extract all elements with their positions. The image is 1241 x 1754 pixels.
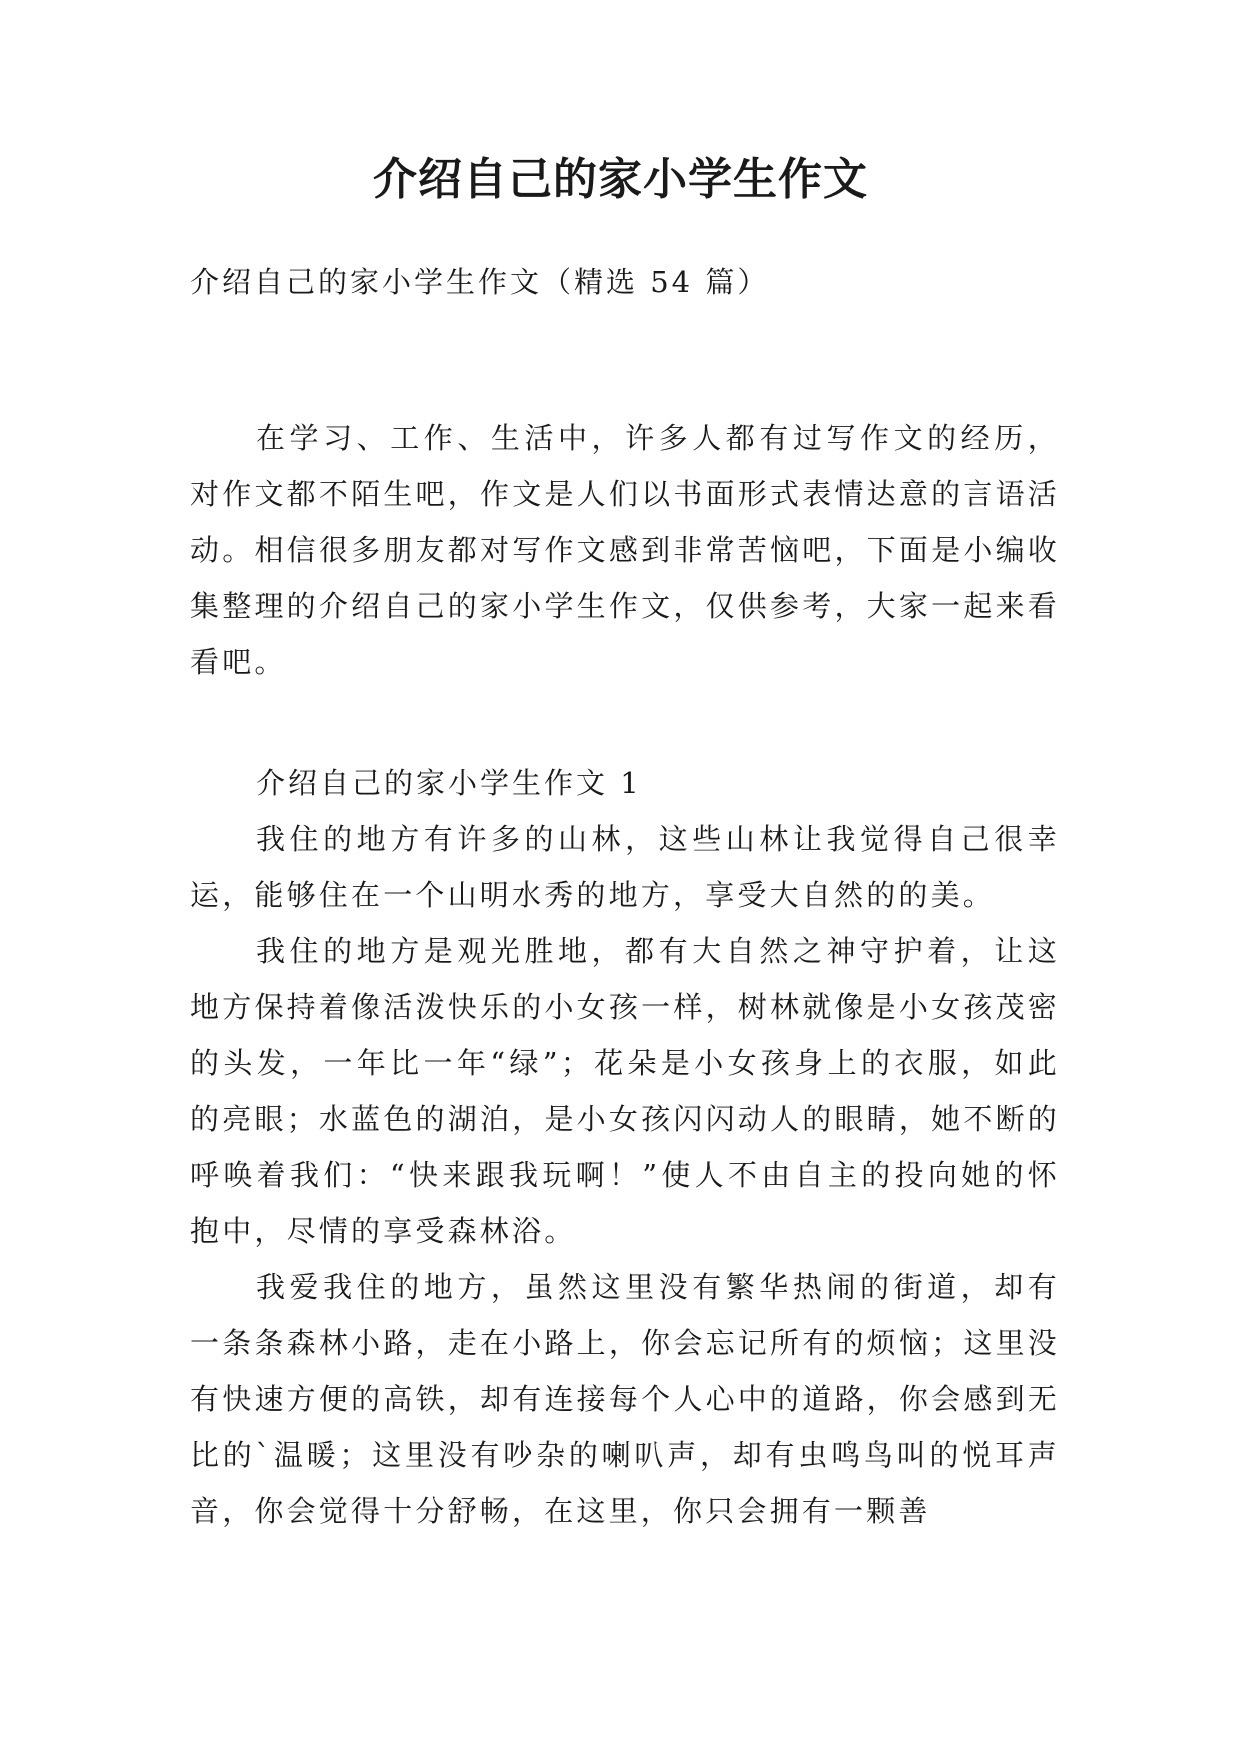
intro-paragraph: 在学习、工作、生活中，许多人都有过写作文的经历，对作文都不陌生吧，作文是人们以书面形式表情达意的言语活动。相信很多朋友都对写作文感到非常苦恼吧，下面是小编收集整理的介绍自己的家小学生作文，仅供参考，大家一起来看看吧。 <box>190 421 1060 679</box>
essay-heading: 介绍自己的家小学生作文 1 <box>256 766 642 800</box>
essay-paragraph-2: 我住的地方是观光胜地，都有大自然之神守护着，让这地方保持着像活泼快乐的小女孩一样，树林就像是小女孩茂密的头发，一年比一年“绿”；花朵是小女孩身上的衣服，如此的亮眼；水蓝色的湖泊，是小女孩闪闪动人的眼睛，她不断的呼唤着我们：“快来跟我玩啊！”使人不由自主的投向她的怀抱中，尽情的享受森林浴。 <box>190 934 1060 1248</box>
essay-paragraph-3: 我爱我住的地方，虽然这里没有繁华热闹的街道，却有一条条森林小路，走在小路上，你会忘记所有的烦恼；这里没有快速方便的高铁，却有连接每个人心中的道路，你会感到无比的`温暖；这里没有吵杂的喇叭声，却有虫鸣鸟叫的悦耳声音，你会觉得十分舒畅，在这里，你只会拥有一颗善 <box>190 1270 1060 1528</box>
essay-paragraph-1: 我住的地方有许多的山林，这些山林让我觉得自己很幸运，能够住在一个山明水秀的地方，享受大自然的的美。 <box>190 822 1060 912</box>
page-title: 介绍自己的家小学生作文 <box>373 154 868 205</box>
document-subtitle: 介绍自己的家小学生作文（精选 54 篇） <box>190 265 770 299</box>
